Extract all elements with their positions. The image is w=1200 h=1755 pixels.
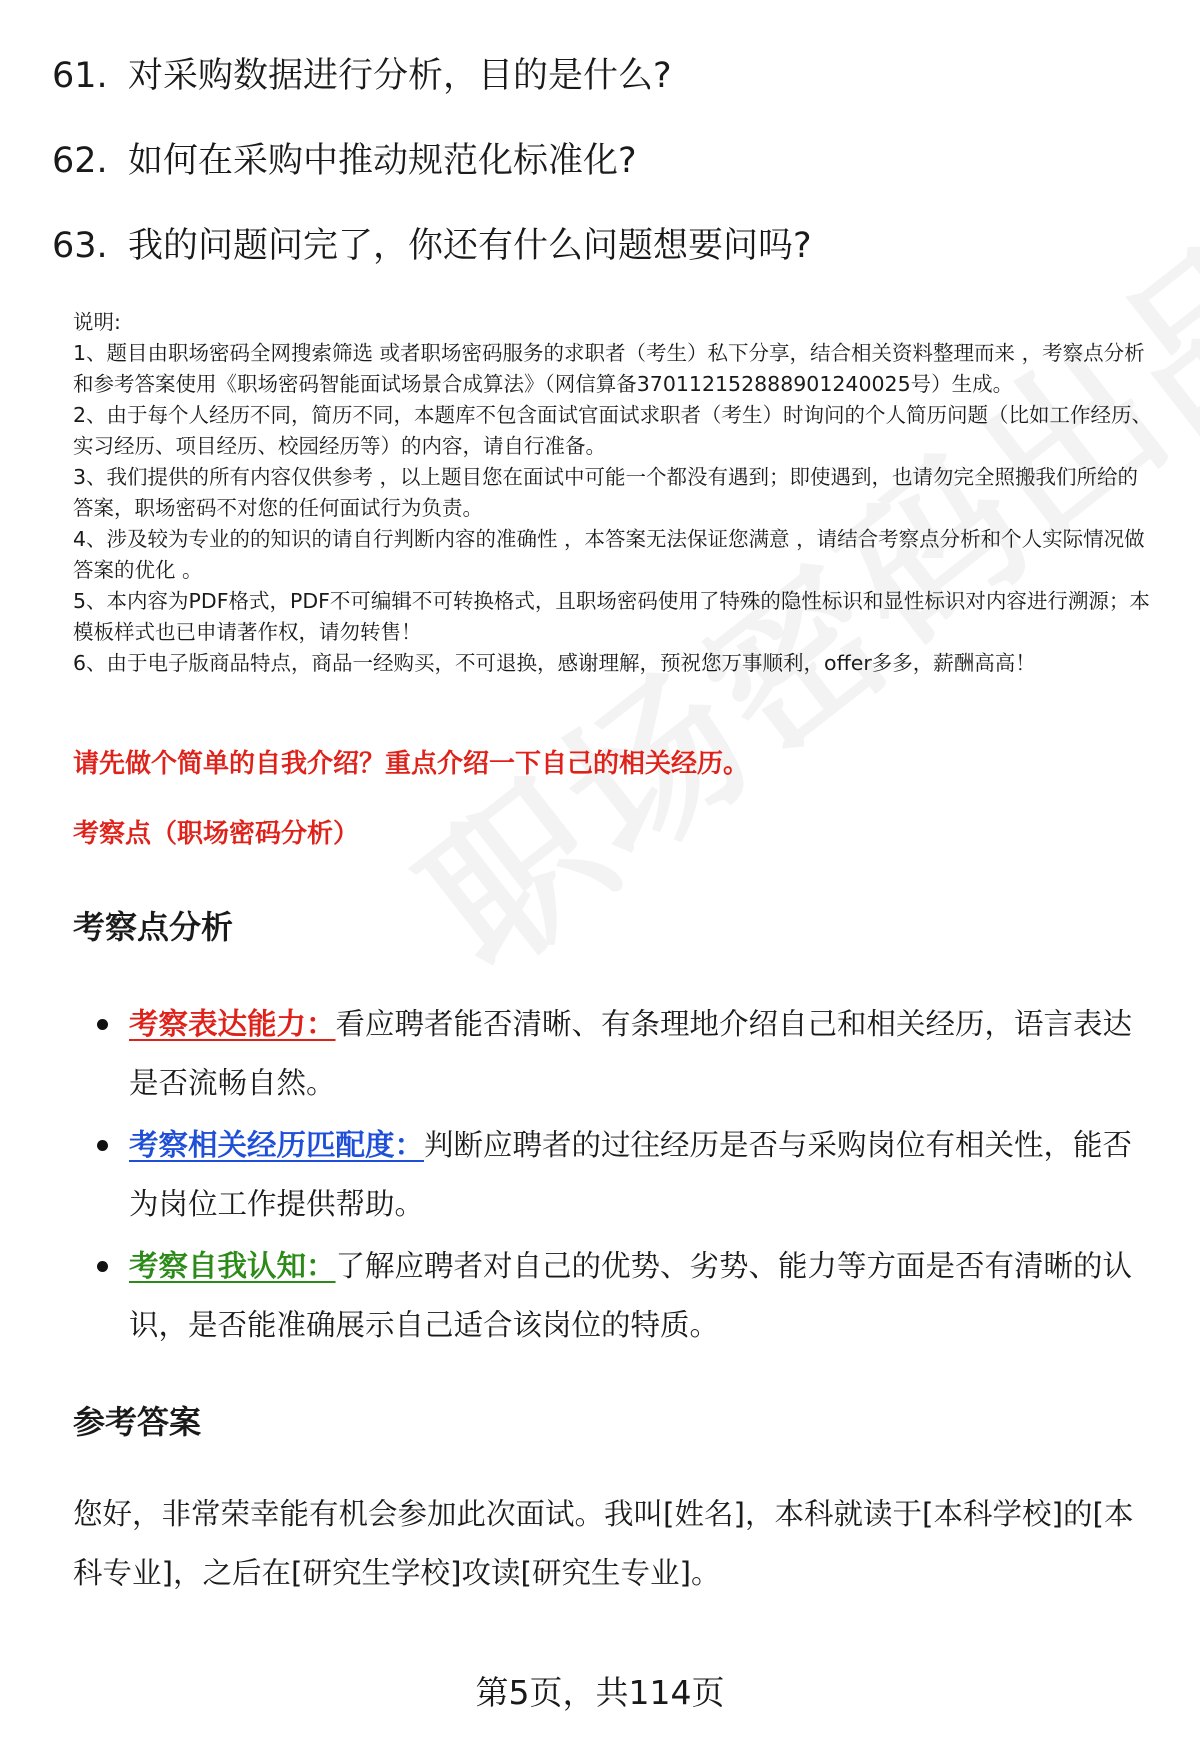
note-item: 1、题目由职场密码全网搜索筛选 或者职场密码服务的求职者（考生）私下分享，结合相关资料整理而来 ，考察点分析和参考答案使用《职场密码智能面试场景合成算法》（网信算备370112152888901240025号）生成。 xyxy=(73,341,1145,396)
notes-title: 说明: xyxy=(73,310,121,334)
bullet-dot-icon xyxy=(97,1261,108,1272)
question-item xyxy=(52,52,1152,100)
question-item xyxy=(52,222,1152,270)
disclaimer-notes xyxy=(73,307,1158,679)
question-list xyxy=(52,52,1152,307)
answer-text: 您好，非常荣幸能有机会参加此次面试。我叫[姓名]，本科就读于[本科学校]的[本科专业]，之后在[研究生学校]攻读[研究生专业]。 xyxy=(73,1497,1134,1590)
question-number: 63. xyxy=(52,226,108,266)
note-item: 5、本内容为PDF格式，PDF不可编辑不可转换格式，且职场密码使用了特殊的隐性标识和显性标识对内容进行溯源；本模板样式也已申请著作权，请勿转售！ xyxy=(73,589,1150,644)
question-item xyxy=(52,137,1152,185)
analysis-heading: 考察点分析 xyxy=(73,908,234,946)
question-number: 61. xyxy=(52,56,108,96)
analysis-bullet xyxy=(93,995,1143,1113)
bullet-text: 了解应聘者对自己的优势、劣势、能力等方面是否有清晰的认识，是否能准确展示自己适合该岗位的特质。 xyxy=(129,1249,1133,1342)
bullet-label: 考察相关经历匹配度： xyxy=(129,1128,425,1162)
analysis-bullet xyxy=(93,1116,1143,1234)
bullet-dot-icon xyxy=(97,1140,108,1151)
note-item: 3、我们提供的所有内容仅供参考 ，以上题目您在面试中可能一个都没有遇到；即使遇到，也请勿完全照搬我们所给的答案，职场密码不对您的任何面试行为负责。 xyxy=(73,465,1139,520)
question-text: 如何在采购中推动规范化标准化? xyxy=(128,141,637,181)
analysis-bullet xyxy=(93,1237,1143,1355)
bullet-text: 判断应聘者的过往经历是否与采购岗位有相关性，能否为岗位工作提供帮助。 xyxy=(129,1128,1133,1221)
bullet-text: 看应聘者能否清晰、有条理地介绍自己和相关经历，语言表达是否流畅自然。 xyxy=(129,1007,1133,1100)
bullet-dot-icon xyxy=(97,1019,108,1030)
question-text: 我的问题问完了，你还有什么问题想要问吗? xyxy=(128,226,812,266)
note-item: 2、由于每个人经历不同，简历不同，本题库不包含面试官面试求职者（考生）时询问的个人简历问题（比如工作经历、实习经历、项目经历、校园经历等）的内容，请自行准备。 xyxy=(73,403,1153,458)
page-number: 第5页，共114页 xyxy=(475,1673,725,1712)
question-text: 对采购数据进行分析，目的是什么? xyxy=(128,56,672,96)
bullet-label: 考察自我认知： xyxy=(129,1249,336,1283)
analysis-bullet-list xyxy=(93,995,1143,1358)
answer-heading: 参考答案 xyxy=(73,1403,202,1441)
note-item: 4、涉及较为专业的的知识的请自行判断内容的准确性 ，本答案无法保证您满意 ，请结合考察点分析和个人实际情况做答案的优化 。 xyxy=(73,527,1145,582)
analysis-subheading: 考察点（职场密码分析） xyxy=(73,819,360,849)
question-number: 62. xyxy=(52,141,108,181)
interview-question: 请先做个简单的自我介绍？重点介绍一下自己的相关经历。 xyxy=(73,749,750,779)
bullet-label: 考察表达能力： xyxy=(129,1007,336,1041)
note-item: 6、由于电子版商品特点，商品一经购买，不可退换，感谢理解，预祝您万事顺利，offer多多，薪酬高高！ xyxy=(73,651,1036,675)
